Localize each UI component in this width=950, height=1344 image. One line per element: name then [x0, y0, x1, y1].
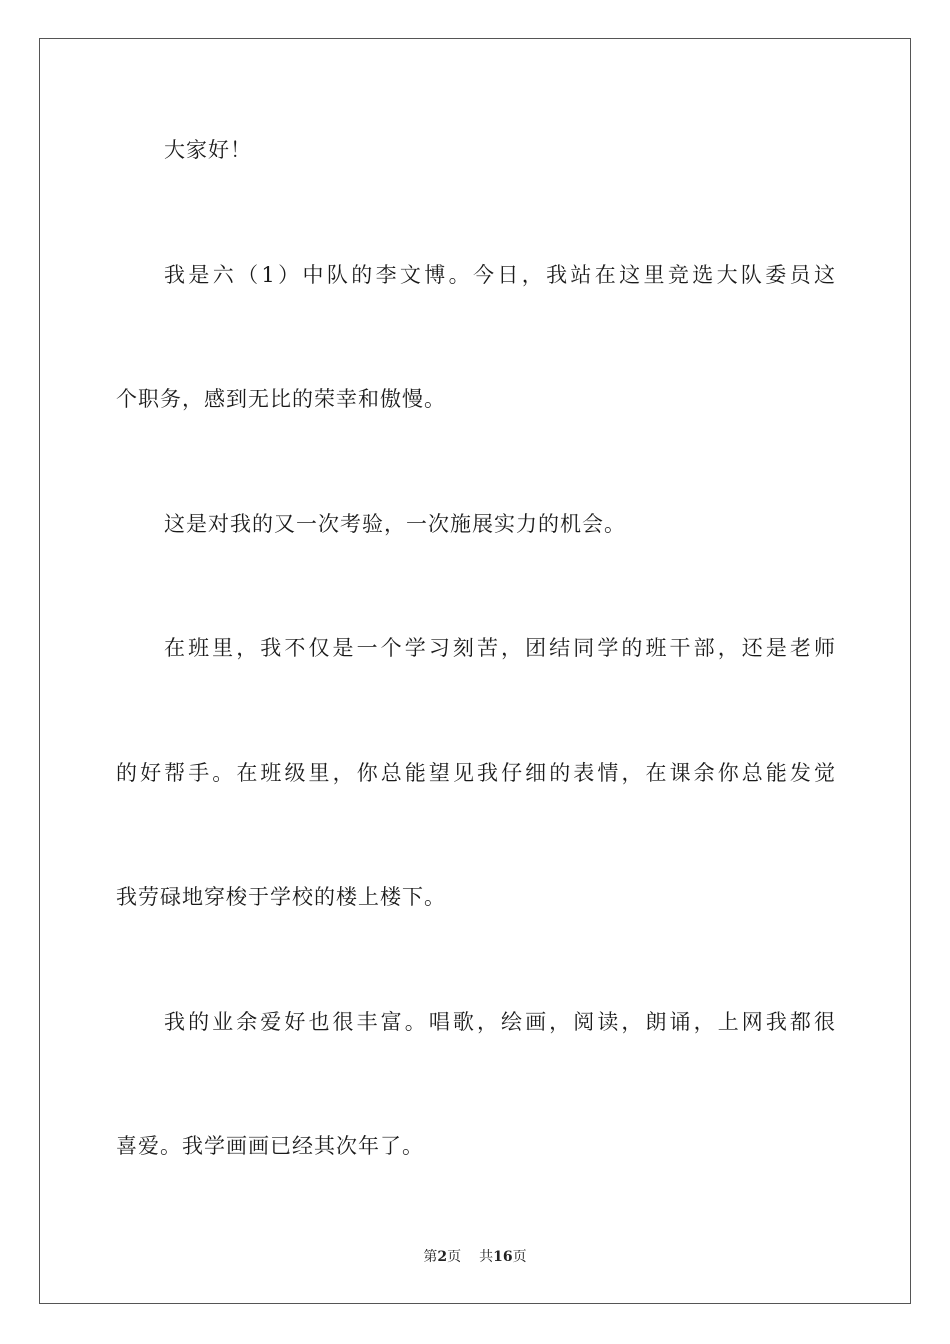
- paragraph-1-line-1: 我是六（1）中队的李文博。今日，我站在这里竞选大队委员这: [164, 263, 836, 287]
- total-pages: 16: [493, 1249, 513, 1265]
- paragraph-3-line-2: 的好帮手。在班级里，你总能望见我仔细的表情，在课余你总能发觉: [116, 761, 836, 785]
- paragraph-1-line-2: 个职务，感到无比的荣幸和傲慢。: [116, 387, 446, 411]
- page-label-prefix: 第: [423, 1249, 438, 1265]
- page-footer: [0, 1248, 950, 1266]
- paragraph-4-line-1: 我的业余爱好也很丰富。唱歌，绘画，阅读，朗诵，上网我都很: [164, 1010, 836, 1034]
- page-border: [39, 38, 911, 1304]
- paragraph-2-line-1: 这是对我的又一次考验，一次施展实力的机会。: [164, 512, 626, 536]
- paragraph-4-line-2: 喜爱。我学画画已经其次年了。: [116, 1134, 424, 1158]
- paragraph-3-line-1: 在班里，我不仅是一个学习刻苦，团结同学的班干部，还是老师: [164, 636, 836, 660]
- page-number: 2: [437, 1249, 448, 1265]
- total-label-prefix: 共: [479, 1249, 494, 1265]
- paragraph-3-line-3: 我劳碌地穿梭于学校的楼上楼下。: [116, 885, 446, 909]
- greeting-line: 大家好！: [164, 138, 252, 162]
- page-label-suffix: 页: [447, 1249, 462, 1265]
- total-label-suffix: 页: [512, 1249, 527, 1265]
